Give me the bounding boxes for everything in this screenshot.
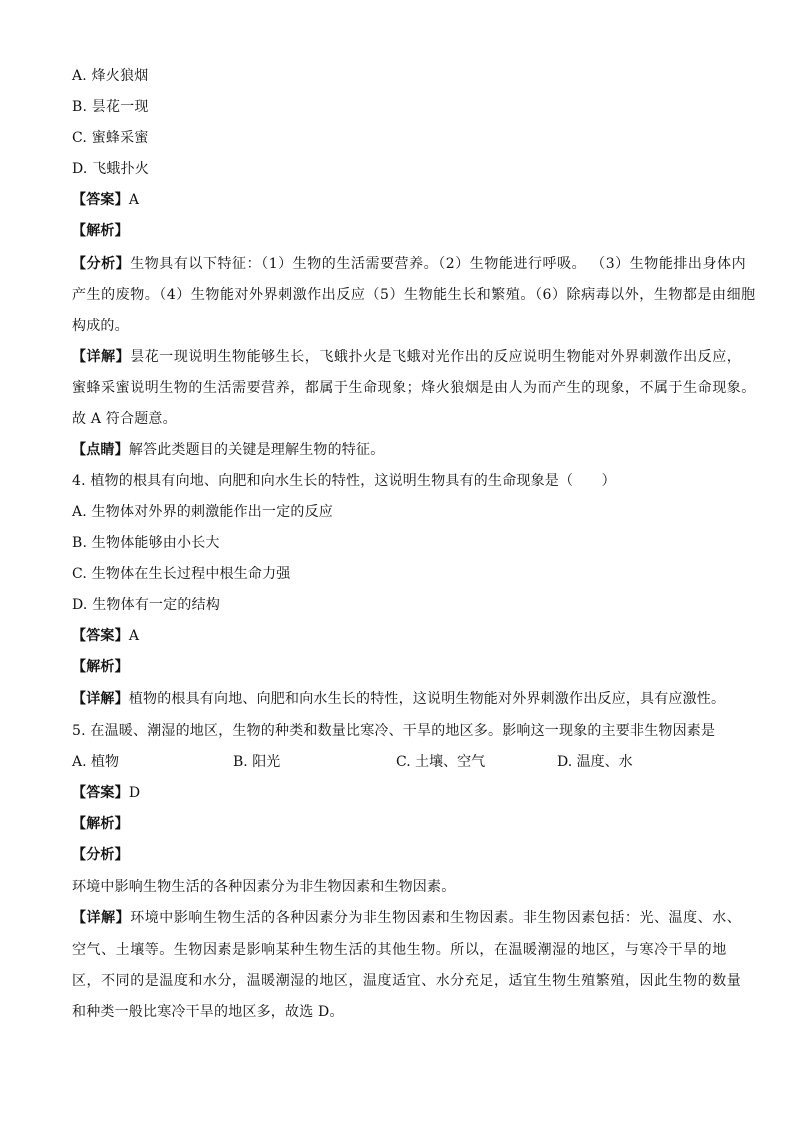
q5-option-a: A. 植物 <box>72 754 120 770</box>
q4-xiangjie-line <box>72 689 725 709</box>
q5-analysis-tag: 【解析】 <box>72 816 129 832</box>
fenxi-text: 生物具有以下特征：（1）生物的生活需要营养。（2）生物能进行呼吸。 （3）生物能排出身体内 <box>130 256 747 272</box>
q3-option-a: A. 烽火狼烟 <box>72 68 149 84</box>
q5-stem: 5. 在温暖、潮湿的地区，生物的种类和数量比寒冷、干旱的地区多。影响这一现象的主要非生物因素是 <box>72 723 716 739</box>
q3-fenxi-line-2: 产生的废物。（4）生物能对外界刺激作出反应（5）生物能生长和繁殖。（6）除病毒以外，生物都是由细胞 <box>72 287 756 303</box>
answer-value: A <box>128 192 140 208</box>
q5-option-d: D. 温度、水 <box>557 754 633 770</box>
q4-answer-line <box>72 626 139 646</box>
q3-fenxi-line-3: 构成的。 <box>72 318 129 334</box>
xiangjie-text: 昙花一现说明生物能够生长，飞蛾扑火是飞蛾对光作出的反应说明生物能对外界刺激作出反应， <box>130 349 742 365</box>
answer-tag: 【答案】 <box>72 785 129 801</box>
answer-value: A <box>128 628 140 644</box>
q4-option-d: D. 生物体有一定的结构 <box>72 597 221 613</box>
xiangjie-text: 环境中影响生物生活的各种因素分为非生物因素和生物因素。非生物因素包括：光、温度、水、 <box>130 910 742 926</box>
q5-fenxi-text: 环境中影响生物生活的各种因素分为非生物因素和生物因素。 <box>72 879 456 895</box>
q3-fenxi-line-1 <box>72 254 746 274</box>
q3-analysis-tag: 【解析】 <box>72 223 129 239</box>
xiangjie-tag: 【详解】 <box>72 691 129 707</box>
q3-xiangjie-line-2: 蜜蜂采蜜说明生物的生活需要营养，都属于生命现象；烽火狼烟是由人为而产生的现象，不属于生命现象。 <box>72 380 756 396</box>
q5-fenxi-tag: 【分析】 <box>72 847 129 863</box>
q3-option-b: B. 昙花一现 <box>72 99 149 115</box>
answer-tag: 【答案】 <box>72 628 129 644</box>
fenxi-tag: 【分析】 <box>72 256 131 272</box>
answer-value: D <box>128 785 141 801</box>
xiangjie-tag: 【详解】 <box>72 910 131 926</box>
q4-stem: 4. 植物的根具有向地、向肥和向水生长的特性，这说明生物具有的生命现象是（ ） <box>72 473 616 489</box>
q3-option-d: D. 飞蛾扑火 <box>72 161 150 177</box>
q5-option-c: C. 土壤、空气 <box>396 754 486 770</box>
q5-xiangjie-line-4: 和种类一般比寒冷干旱的地区多，故选 D。 <box>72 1004 344 1020</box>
q4-option-b: B. 生物体能够由小长大 <box>72 535 220 551</box>
q5-xiangjie-line-1 <box>72 908 741 928</box>
xiangjie-tag: 【详解】 <box>72 349 131 365</box>
q5-option-b: B. 阳光 <box>233 754 281 770</box>
q3-answer-line <box>72 190 139 210</box>
dianjing-tag: 【点睛】 <box>72 442 129 458</box>
q5-xiangjie-line-3: 区，不同的是温度和水分，温暖潮湿的地区，温度适宜、水分充足，适宜生物生殖繁殖，因此生物的数量 <box>72 973 742 989</box>
dianjing-text: 解答此类题目的关键是理解生物的特征。 <box>128 442 385 458</box>
q3-dianjing-line <box>72 440 384 460</box>
xiangjie-text: 植物的根具有向地、向肥和向水生长的特性，这说明生物能对外界刺激作出反应，具有应激性。 <box>128 691 726 707</box>
q3-xiangjie-line-1 <box>72 347 741 367</box>
answer-tag: 【答案】 <box>72 192 129 208</box>
q5-answer-line <box>72 783 140 803</box>
q5-xiangjie-line-2: 空气、土壤等。生物因素是影响某种生物生活的其他生物。所以，在温暖潮湿的地区，与寒冷干旱的地 <box>72 942 727 958</box>
q4-option-c: C. 生物体在生长过程中根生命力强 <box>72 566 291 582</box>
q3-xiangjie-line-3: 故 A 符合题意。 <box>72 411 177 427</box>
q4-analysis-tag: 【解析】 <box>72 659 129 675</box>
q4-option-a: A. 生物体对外界的刺激能作出一定的反应 <box>72 504 334 520</box>
q3-option-c: C. 蜜蜂采蜜 <box>72 130 149 146</box>
